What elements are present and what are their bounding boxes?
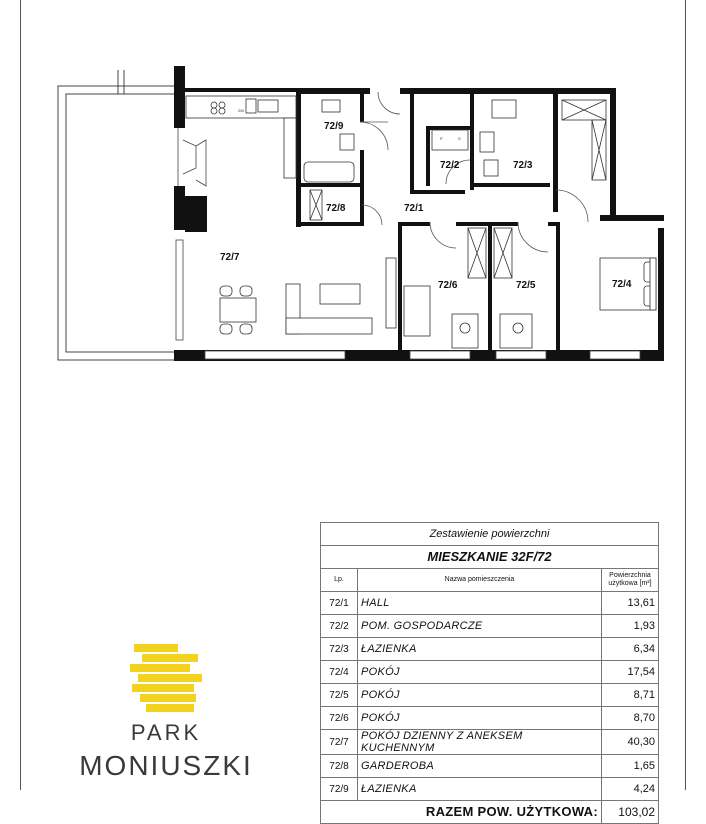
dining-set (220, 286, 256, 334)
total-value: 103,02 (602, 801, 659, 824)
apartment-title: MIESZKANIE 32F/72 (321, 546, 659, 569)
row-number: 72/2 (321, 615, 358, 638)
logo-bars-graphic (130, 640, 202, 720)
row-area: 40,30 (602, 730, 659, 755)
floor-plan (0, 0, 706, 400)
row-number: 72/8 (321, 755, 358, 778)
utility-2-fixtures (432, 130, 468, 150)
table-row (321, 684, 659, 707)
room-5-furniture (500, 314, 532, 348)
room-6-furniture (404, 286, 478, 348)
row-number: 72/7 (321, 730, 358, 755)
column-header-area: Powierzchnia użytkowa [m²] (602, 569, 659, 592)
room-label-bathroom-9: 72/9 (324, 121, 344, 132)
row-area: 8,70 (602, 707, 659, 730)
row-area: 8,71 (602, 684, 659, 707)
row-area: 6,34 (602, 638, 659, 661)
column-header-name: Nazwa pomieszczenia (358, 569, 602, 592)
row-name: POKÓJ DZIENNY Z ANEKSEM KUCHENNYM (358, 730, 602, 755)
table-heading: Zestawienie powierzchni (321, 523, 659, 546)
wardrobe-8-fixtures (310, 190, 322, 220)
balcony-door (178, 128, 206, 186)
row-area: 1,93 (602, 615, 659, 638)
row-name: ŁAZIENKA (358, 778, 602, 801)
table-row (321, 638, 659, 661)
bathroom-9-fixtures (304, 100, 354, 182)
row-area: 4,24 (602, 778, 659, 801)
row-number: 72/9 (321, 778, 358, 801)
logo-moniuszki: MONIUSZKI (79, 750, 253, 781)
room-label-bathroom-3: 72/3 (513, 160, 533, 171)
sofa-set (286, 258, 396, 334)
fridge-mark: ZM (238, 108, 244, 113)
park-moniuszki-logo (66, 640, 266, 790)
terrace-outline (58, 70, 176, 360)
table-row (321, 707, 659, 730)
row-number: 72/6 (321, 707, 358, 730)
row-name: POKÓJ (358, 707, 602, 730)
bathroom-3-fixtures (480, 100, 516, 176)
row-number: 72/3 (321, 638, 358, 661)
row-name: POKÓJ (358, 661, 602, 684)
room-label-room-4: 72/4 (612, 279, 632, 290)
table-row (321, 661, 659, 684)
room-label-hall: 72/1 (404, 203, 424, 214)
room-label-living-room: 72/7 (220, 252, 240, 263)
room-label-utility: 72/2 (440, 160, 460, 171)
table-row (321, 778, 659, 801)
row-name: POKÓJ (358, 684, 602, 707)
logo-park: PARK (130, 720, 202, 745)
row-area: 17,54 (602, 661, 659, 684)
utility-mark-p: P (440, 136, 443, 141)
table-row (321, 615, 659, 638)
row-number: 72/1 (321, 592, 358, 615)
row-area: 1,65 (602, 755, 659, 778)
row-name: GARDEROBA (358, 755, 602, 778)
room-label-room-6: 72/6 (438, 280, 458, 291)
table-row (321, 755, 659, 778)
row-number: 72/4 (321, 661, 358, 684)
room-label-wardrobe: 72/8 (326, 203, 346, 214)
row-area: 13,61 (602, 592, 659, 615)
room-label-room-5: 72/5 (516, 280, 536, 291)
column-header-no: Lp. (321, 569, 358, 592)
table-row (321, 730, 659, 755)
row-number: 72/5 (321, 684, 358, 707)
row-name: POM. GOSPODARCZE (358, 615, 602, 638)
utility-mark-s: S (458, 136, 461, 141)
total-label: RAZEM POW. UŻYTKOWA: (321, 801, 602, 824)
area-summary-table (320, 522, 659, 824)
table-row (321, 592, 659, 615)
row-name: HALL (358, 592, 602, 615)
row-name: ŁAZIENKA (358, 638, 602, 661)
